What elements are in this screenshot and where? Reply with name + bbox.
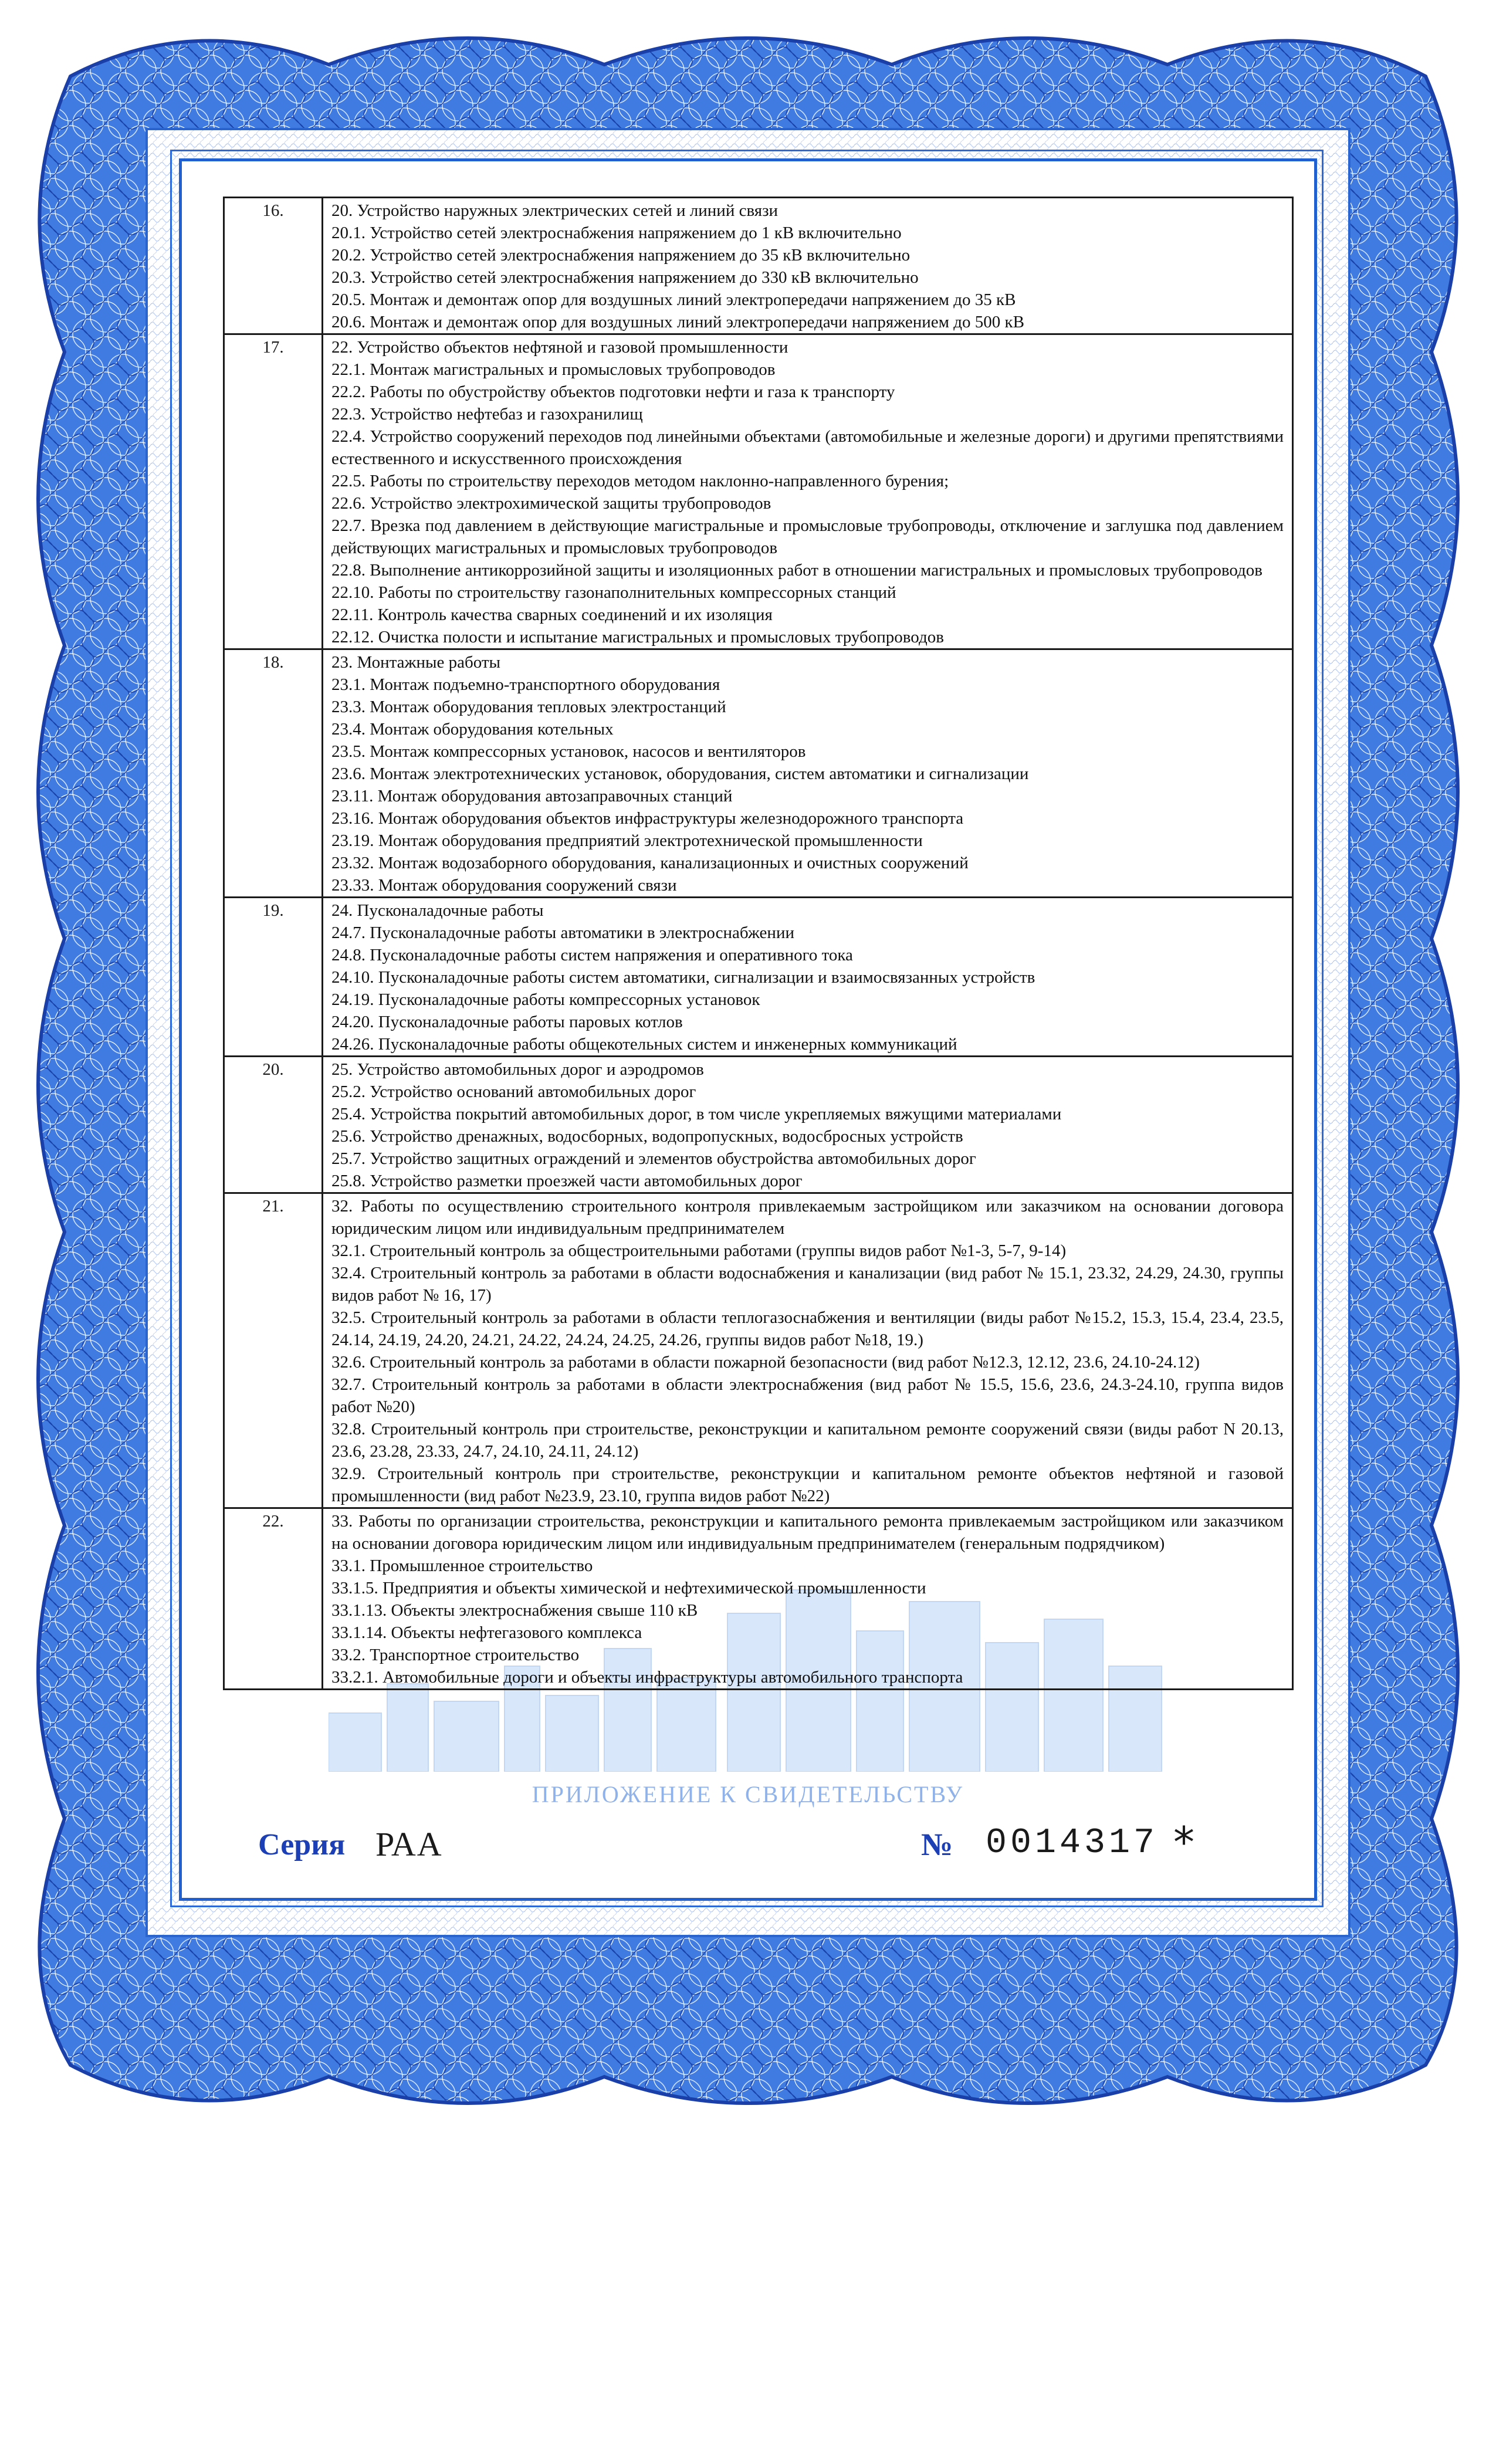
work-item: 25.2. Устройство оснований автомобильных дорог bbox=[331, 1082, 696, 1101]
work-item: 32.1. Строительный контроль за общестроительными работами (группы видов работ №1-3, 5-7, 9-14) bbox=[331, 1241, 1067, 1260]
work-item: 33.1.5. Предприятия и объекты химической и нефтехимической промышленности bbox=[331, 1579, 926, 1597]
work-item: 23.19. Монтаж оборудования предприятий электротехнической промышленности bbox=[331, 831, 923, 850]
work-item: 20.2. Устройство сетей электроснабжения напряжением до 35 кВ включительно bbox=[331, 246, 911, 265]
work-item: 24.26. Пусконаладочные работы общекотельных систем и инженерных коммуникаций bbox=[331, 1035, 957, 1054]
work-item: 33.2.1. Автомобильные дороги и объекты инфраструктуры автомобильного транспорта bbox=[331, 1668, 963, 1687]
work-item: 25.8. Устройство разметки проезжей части автомобильных дорог bbox=[331, 1172, 803, 1190]
work-item: 23.11. Монтаж оборудования автозаправочных станций bbox=[331, 787, 733, 805]
work-item: 22.2. Работы по обустройству объектов подготовки нефти и газа к транспорту bbox=[331, 383, 895, 401]
row-content bbox=[323, 198, 1293, 334]
table-row bbox=[224, 649, 1293, 898]
work-item: 25.7. Устройство защитных ограждений и элементов обустройства автомобильных дорог bbox=[331, 1149, 976, 1168]
work-item: 32.8. Строительный контроль при строительстве, реконструкции и капитальном ремонте сооружений связи (виды работ N 20.13, 23.6, 23.28, 23.33, 24.7, 24.10, 24.11, 24.12) bbox=[331, 1420, 1284, 1461]
work-item: 23.5. Монтаж компрессорных установок, насосов и вентиляторов bbox=[331, 742, 806, 761]
row-content bbox=[323, 1508, 1293, 1690]
table-row bbox=[224, 334, 1293, 649]
row-number: 20. bbox=[224, 1057, 323, 1193]
work-item: 32.9. Строительный контроль при строительстве, реконструкции и капитальном ремонте объектов нефтяной и газовой промышленности (вид работ №23.9, 23.10, группа видов работ №22) bbox=[331, 1464, 1284, 1505]
work-item: 22.11. Контроль качества сварных соединений и их изоляция bbox=[331, 605, 773, 624]
work-item: 23.1. Монтаж подъемно-транспортного оборудования bbox=[331, 675, 720, 694]
table-row bbox=[224, 1193, 1293, 1508]
work-item: 23.3. Монтаж оборудования тепловых электростанций bbox=[331, 698, 726, 716]
table-row bbox=[224, 1057, 1293, 1193]
row-content bbox=[323, 1057, 1293, 1193]
work-item: 22.12. Очистка полости и испытание магистральных и промысловых трубопроводов bbox=[331, 628, 944, 647]
work-item: 24.7. Пусконаладочные работы автоматики в электроснабжении bbox=[331, 923, 794, 942]
series-label: Серия bbox=[258, 1828, 346, 1861]
work-item: 33.1.14. Объекты нефтегазового комплекса bbox=[331, 1623, 642, 1642]
work-item: 32.6. Строительный контроль за работами в области пожарной безопасности (вид работ №12.3, 12.12, 23.6, 24.10-24.12) bbox=[331, 1353, 1200, 1372]
row-number: 16. bbox=[224, 198, 323, 334]
work-item: 23.32. Монтаж водозаборного оборудования, канализационных и очистных сооружений bbox=[331, 854, 969, 872]
table-row bbox=[224, 1508, 1293, 1690]
row-content bbox=[323, 1193, 1293, 1508]
work-item: 22.5. Работы по строительству переходов методом наклонно-направленного бурения; bbox=[331, 472, 949, 490]
work-item: 24.19. Пусконаладочные работы компрессорных установок bbox=[331, 990, 760, 1009]
certificate-number: 0014317 bbox=[986, 1823, 1159, 1863]
work-item: 20.1. Устройство сетей электроснабжения напряжением до 1 кВ включительно bbox=[331, 224, 902, 242]
work-group-title: 33. Работы по организации строительства, реконструкции и капитального ремонта привлекаемым застройщиком или заказчиком на основании договора юридическим лицом или индивидуальным предпринимателем (генеральным подрядчиком) bbox=[331, 1512, 1284, 1553]
work-item: 33.1. Промышленное строительство bbox=[331, 1556, 593, 1575]
row-content bbox=[323, 649, 1293, 898]
table-row bbox=[224, 198, 1293, 334]
row-content bbox=[323, 334, 1293, 649]
row-number: 19. bbox=[224, 898, 323, 1057]
appendix-title: ПРИЛОЖЕНИЕ К СВИДЕТЕЛЬСТВУ bbox=[532, 1781, 964, 1808]
row-number: 18. bbox=[224, 649, 323, 898]
work-item: 23.16. Монтаж оборудования объектов инфраструктуры железнодорожного транспорта bbox=[331, 809, 964, 828]
work-item: 32.5. Строительный контроль за работами в области теплогазоснабжения и вентиляции (виды работ №15.2, 15.3, 15.4, 23.4, 23.5, 24.14, 24.19, 24.20, 24.21, 24.22, 24.24, 24.25, 24.26, группы видов работ №18, 19.) bbox=[331, 1308, 1284, 1349]
work-item: 22.7. Врезка под давлением в действующие магистральные и промысловые трубопроводы, отключение и заглушка под давлением действующих магистральных и промысловых трубопроводов bbox=[331, 516, 1284, 557]
row-content bbox=[323, 898, 1293, 1057]
work-group-title: 24. Пусконаладочные работы bbox=[331, 901, 544, 920]
work-item: 23.6. Монтаж электротехнических установок, оборудования, систем автоматики и сигнализации bbox=[331, 764, 1029, 783]
work-item: 23.4. Монтаж оборудования котельных bbox=[331, 720, 614, 739]
work-item: 25.4. Устройства покрытий автомобильных дорог, в том числе укрепляемых вяжущими материалами bbox=[331, 1105, 1062, 1123]
work-item: 22.10. Работы по строительству газонаполнительных компрессорных станций bbox=[331, 583, 896, 602]
work-item: 32.7. Строительный контроль за работами в области электроснабжения (вид работ № 15.5, 15.6, 23.6, 24.3-24.10, группа видов работ №20) bbox=[331, 1375, 1284, 1416]
row-number: 21. bbox=[224, 1193, 323, 1508]
work-item: 33.2. Транспортное строительство bbox=[331, 1646, 580, 1664]
series-value: РАА bbox=[375, 1825, 443, 1863]
work-group-title: 23. Монтажные работы bbox=[331, 653, 501, 672]
table-row bbox=[224, 898, 1293, 1057]
work-group-title: 32. Работы по осуществлению строительного контроля привлекаемым застройщиком или заказчиком на основании договора юридическим лицом или индивидуальным предпринимателем bbox=[331, 1197, 1284, 1238]
activities-table bbox=[223, 197, 1294, 1690]
work-item: 24.10. Пусконаладочные работы систем автоматики, сигнализации и взаимосвязанных устройств bbox=[331, 968, 1035, 987]
work-item: 25.6. Устройство дренажных, водосборных, водопропускных, водосбросных устройств bbox=[331, 1127, 963, 1146]
work-item: 20.3. Устройство сетей электроснабжения напряжением до 330 кВ включительно bbox=[331, 268, 919, 287]
work-group-title: 22. Устройство объектов нефтяной и газовой промышленности bbox=[331, 338, 788, 357]
work-item: 23.33. Монтаж оборудования сооружений связи bbox=[331, 876, 677, 895]
number-label: № bbox=[921, 1827, 953, 1862]
row-number: 17. bbox=[224, 334, 323, 649]
work-item: 22.1. Монтаж магистральных и промысловых трубопроводов bbox=[331, 360, 776, 379]
work-item: 22.6. Устройство электрохимической защиты трубопроводов bbox=[331, 494, 771, 513]
work-group-title: 25. Устройство автомобильных дорог и аэродромов bbox=[331, 1060, 704, 1079]
work-item: 24.8. Пусконаладочные работы систем напряжения и оперативного тока bbox=[331, 946, 853, 964]
work-item: 22.8. Выполнение антикоррозийной защиты и изоляционных работ в отношении магистральных и промысловых трубопроводов bbox=[331, 561, 1263, 580]
row-number: 22. bbox=[224, 1508, 323, 1690]
work-item: 22.4. Устройство сооружений переходов под линейными объектами (автомобильные и железные дороги) и другими препятствиями естественного и искусственного происхождения bbox=[331, 427, 1284, 468]
work-group-title: 20. Устройство наружных электрических сетей и линий связи bbox=[331, 201, 779, 220]
work-item: 24.20. Пусконаладочные работы паровых котлов bbox=[331, 1013, 683, 1031]
work-item: 20.5. Монтаж и демонтаж опор для воздушных линий электропередачи напряжением до 35 кВ bbox=[331, 290, 1016, 309]
work-item: 20.6. Монтаж и демонтаж опор для воздушных линий электропередачи напряжением до 500 кВ bbox=[331, 313, 1024, 331]
work-item: 32.4. Строительный контроль за работами в области водоснабжения и канализации (вид работ № 15.1, 23.32, 24.29, 24.30, группы видов работ № 16, 17) bbox=[331, 1264, 1284, 1305]
star-mark: * bbox=[1173, 1817, 1194, 1867]
work-item: 33.1.13. Объекты электроснабжения свыше 110 кВ bbox=[331, 1601, 698, 1620]
work-item: 22.3. Устройство нефтебаз и газохранилищ bbox=[331, 405, 643, 424]
